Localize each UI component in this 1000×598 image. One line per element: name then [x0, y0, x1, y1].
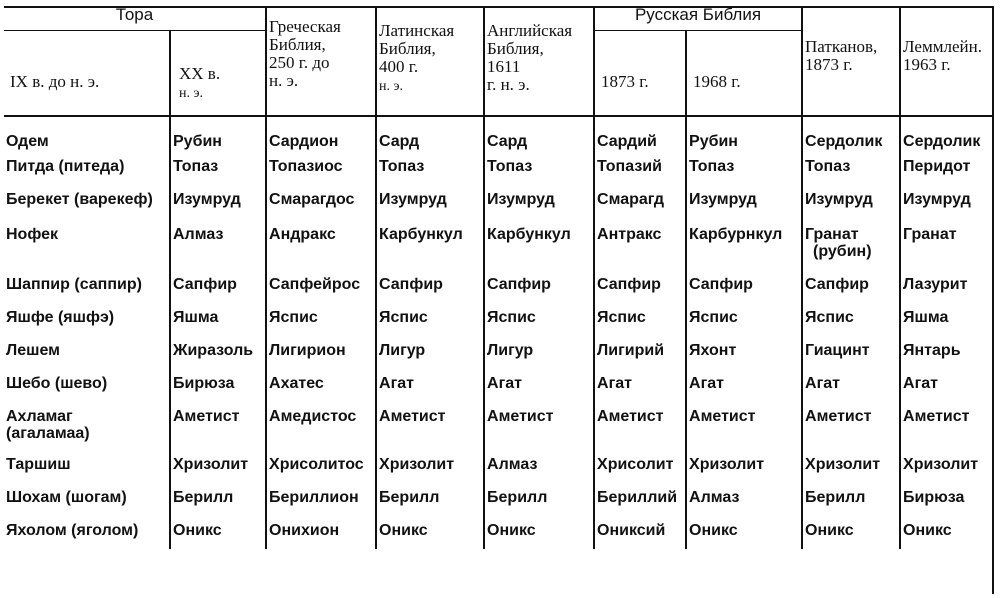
cell-ru-1968: Топаз: [686, 152, 802, 185]
cell-torah-ix: Питда (питеда): [4, 152, 170, 185]
table-row: [4, 402, 994, 450]
cell-patkanov: Сердолик: [802, 117, 900, 152]
cell-ru-1968: Агат: [686, 369, 802, 402]
cell-torah-xx: Оникс: [170, 516, 266, 549]
cell-patkanov: Оникс: [802, 516, 900, 549]
cell-english: Лигур: [484, 336, 594, 369]
cell-ru-1968: Сапфир: [686, 270, 802, 303]
header-torah: Тора: [4, 6, 266, 30]
cell-ru-1873: Хрисолит: [594, 450, 686, 483]
cell-ru-1873: Смарагд: [594, 185, 686, 220]
cell-latin: Сард: [376, 117, 484, 152]
cell-torah-xx: Бирюза: [170, 369, 266, 402]
header-english: Английская Библия, 1611 г. н. э.: [484, 6, 594, 116]
table-row: [4, 152, 994, 185]
cell-lemmlein: Сердолик: [903, 133, 981, 150]
cell-greek: Амедистос: [266, 402, 376, 450]
cell-ru-1873: Сардий: [594, 117, 686, 152]
header-ru-1873: 1873 г.: [594, 30, 686, 116]
cell-torah-xx: Топаз: [170, 152, 266, 185]
cell-ru-1873: Аметист: [594, 402, 686, 450]
cell-ru-1873: Антракс: [594, 220, 686, 270]
cell-ru-1873: Агат: [594, 369, 686, 402]
table-row: [4, 117, 994, 152]
cell-torah-xx: Берилл: [170, 483, 266, 516]
cell-latin: Топаз: [376, 152, 484, 185]
cell-torah-ix: Шохам (шогам): [4, 483, 170, 516]
cell-greek: Топазиос: [266, 152, 376, 185]
cell-greek: Ахатес: [266, 369, 376, 402]
cell-english: Оникс: [484, 516, 594, 549]
cell-patkanov: Изумруд: [802, 185, 900, 220]
cell-torah-ix: Берекет (варекеф): [4, 185, 170, 220]
cell-ru-1873: Ониксий: [594, 516, 686, 549]
cell-torah-xx: Аметист: [170, 402, 266, 450]
cell-latin: Изумруд: [376, 185, 484, 220]
cell-ru-1873: Сапфир: [594, 270, 686, 303]
table-row: [4, 450, 994, 483]
cell-ru-1968: Изумруд: [686, 185, 802, 220]
cell-greek: Бериллион: [266, 483, 376, 516]
cell-latin: Берилл: [376, 483, 484, 516]
cell-lemmlein: Гранат: [903, 226, 957, 243]
cell-ru-1873: Бериллий: [594, 483, 686, 516]
table-row: [4, 303, 994, 336]
cell-latin: Хризолит: [376, 450, 484, 483]
cell-english: Сард: [484, 117, 594, 152]
cell-lemmlein: Янтарь: [903, 342, 961, 359]
cell-patkanov: Гранат (рубин): [802, 220, 900, 270]
header-patkanov: Патканов, 1873 г.: [802, 6, 900, 116]
cell-torah-ix: Ахламаг (агаламаа): [4, 402, 170, 450]
cell-ru-1968: Хризолит: [686, 450, 802, 483]
cell-ru-1968: Аметист: [686, 402, 802, 450]
cell-torah-xx: Алмаз: [170, 220, 266, 270]
cell-ru-1873: Яспис: [594, 303, 686, 336]
cell-torah-ix: Шебо (шево): [4, 369, 170, 402]
cell-torah-xx: Яшма: [170, 303, 266, 336]
cell-lemmlein: Агат: [903, 375, 938, 392]
cell-lemmlein: Оникс: [903, 522, 952, 539]
cell-lemmlein: Хризолит: [903, 456, 979, 473]
cell-english: Алмаз: [484, 450, 594, 483]
cell-lemmlein: Бирюза: [903, 489, 965, 506]
table-row: [4, 185, 994, 220]
cell-english: Агат: [484, 369, 594, 402]
cell-latin: Карбункул: [376, 220, 484, 270]
cell-greek: Хрисолитос: [266, 450, 376, 483]
cell-torah-ix: Лешем: [4, 336, 170, 369]
cell-latin: Лигур: [376, 336, 484, 369]
cell-latin: Аметист: [376, 402, 484, 450]
cell-torah-ix: Яшфе (яшфэ): [4, 303, 170, 336]
cell-english: Яспис: [484, 303, 594, 336]
cell-ru-1873: Топазий: [594, 152, 686, 185]
cell-patkanov: Яспис: [802, 303, 900, 336]
cell-patkanov: Сапфир: [802, 270, 900, 303]
header-latin: Латинская Библия, 400 г. н. э.: [376, 6, 484, 116]
cell-torah-xx: Хризолит: [170, 450, 266, 483]
cell-torah-ix: Одем: [4, 117, 170, 152]
cell-greek: Андракс: [266, 220, 376, 270]
cell-torah-ix: Яхолом (яголом): [4, 516, 170, 549]
cell-patkanov: Хризолит: [802, 450, 900, 483]
cell-english: Карбункул: [484, 220, 594, 270]
cell-latin: Агат: [376, 369, 484, 402]
cell-patkanov: Аметист: [802, 402, 900, 450]
cell-english: Сапфир: [484, 270, 594, 303]
cell-torah-ix: Нофек: [4, 220, 170, 270]
cell-lemmlein: Изумруд: [903, 191, 971, 208]
table-row: [4, 336, 994, 369]
cell-ru-1968: Алмаз: [686, 483, 802, 516]
cell-torah-xx: Сапфир: [170, 270, 266, 303]
cell-torah-xx: Жиразоль: [170, 336, 266, 369]
cell-greek: Лигирион: [266, 336, 376, 369]
cell-patkanov: Агат: [802, 369, 900, 402]
header-ru-1968: 1968 г.: [686, 30, 802, 116]
table-row: [4, 516, 994, 549]
cell-latin: Сапфир: [376, 270, 484, 303]
cell-english: Изумруд: [484, 185, 594, 220]
cell-greek: Яспис: [266, 303, 376, 336]
cell-english: Топаз: [484, 152, 594, 185]
header-xx-century: XX в. н. э.: [170, 30, 266, 116]
header-lemmlein: Леммлейн. 1963 г.: [903, 37, 982, 74]
header-russian: Русская Библия: [594, 6, 802, 30]
cell-greek: Сапфейрос: [266, 270, 376, 303]
cell-torah-ix: Таршиш: [4, 450, 170, 483]
table-row: [4, 270, 994, 303]
cell-greek: Сардион: [266, 117, 376, 152]
cell-english: Берилл: [484, 483, 594, 516]
header-ix-century: IX в. до н. э.: [4, 30, 170, 116]
cell-lemmlein: Аметист: [903, 408, 970, 425]
cell-ru-1968: Карбурнкул: [686, 220, 802, 270]
cell-patkanov: Топаз: [802, 152, 900, 185]
cell-ru-1873: Лигирий: [594, 336, 686, 369]
cell-latin: Оникс: [376, 516, 484, 549]
cell-ru-1968: Оникс: [686, 516, 802, 549]
cell-english: Аметист: [484, 402, 594, 450]
cell-torah-xx: Рубин: [170, 117, 266, 152]
cell-lemmlein: Перидот: [903, 158, 971, 175]
header-greek: Греческая Библия, 250 г. до н. э.: [266, 6, 376, 116]
cell-lemmlein: Яшма: [903, 309, 949, 326]
cell-torah-xx: Изумруд: [170, 185, 266, 220]
cell-lemmlein: Лазурит: [903, 276, 968, 293]
cell-greek: Смарагдос: [266, 185, 376, 220]
cell-patkanov: Берилл: [802, 483, 900, 516]
table-row: [4, 369, 994, 402]
gem-names-table: [4, 6, 994, 549]
cell-ru-1968: Рубин: [686, 117, 802, 152]
cell-ru-1968: Яспис: [686, 303, 802, 336]
table-row: [4, 220, 994, 270]
cell-latin: Яспис: [376, 303, 484, 336]
table-row: [4, 483, 994, 516]
cell-patkanov: Гиацинт: [802, 336, 900, 369]
cell-torah-ix: Шаппир (саппир): [4, 270, 170, 303]
cell-greek: Онихион: [266, 516, 376, 549]
cell-ru-1968: Яхонт: [686, 336, 802, 369]
